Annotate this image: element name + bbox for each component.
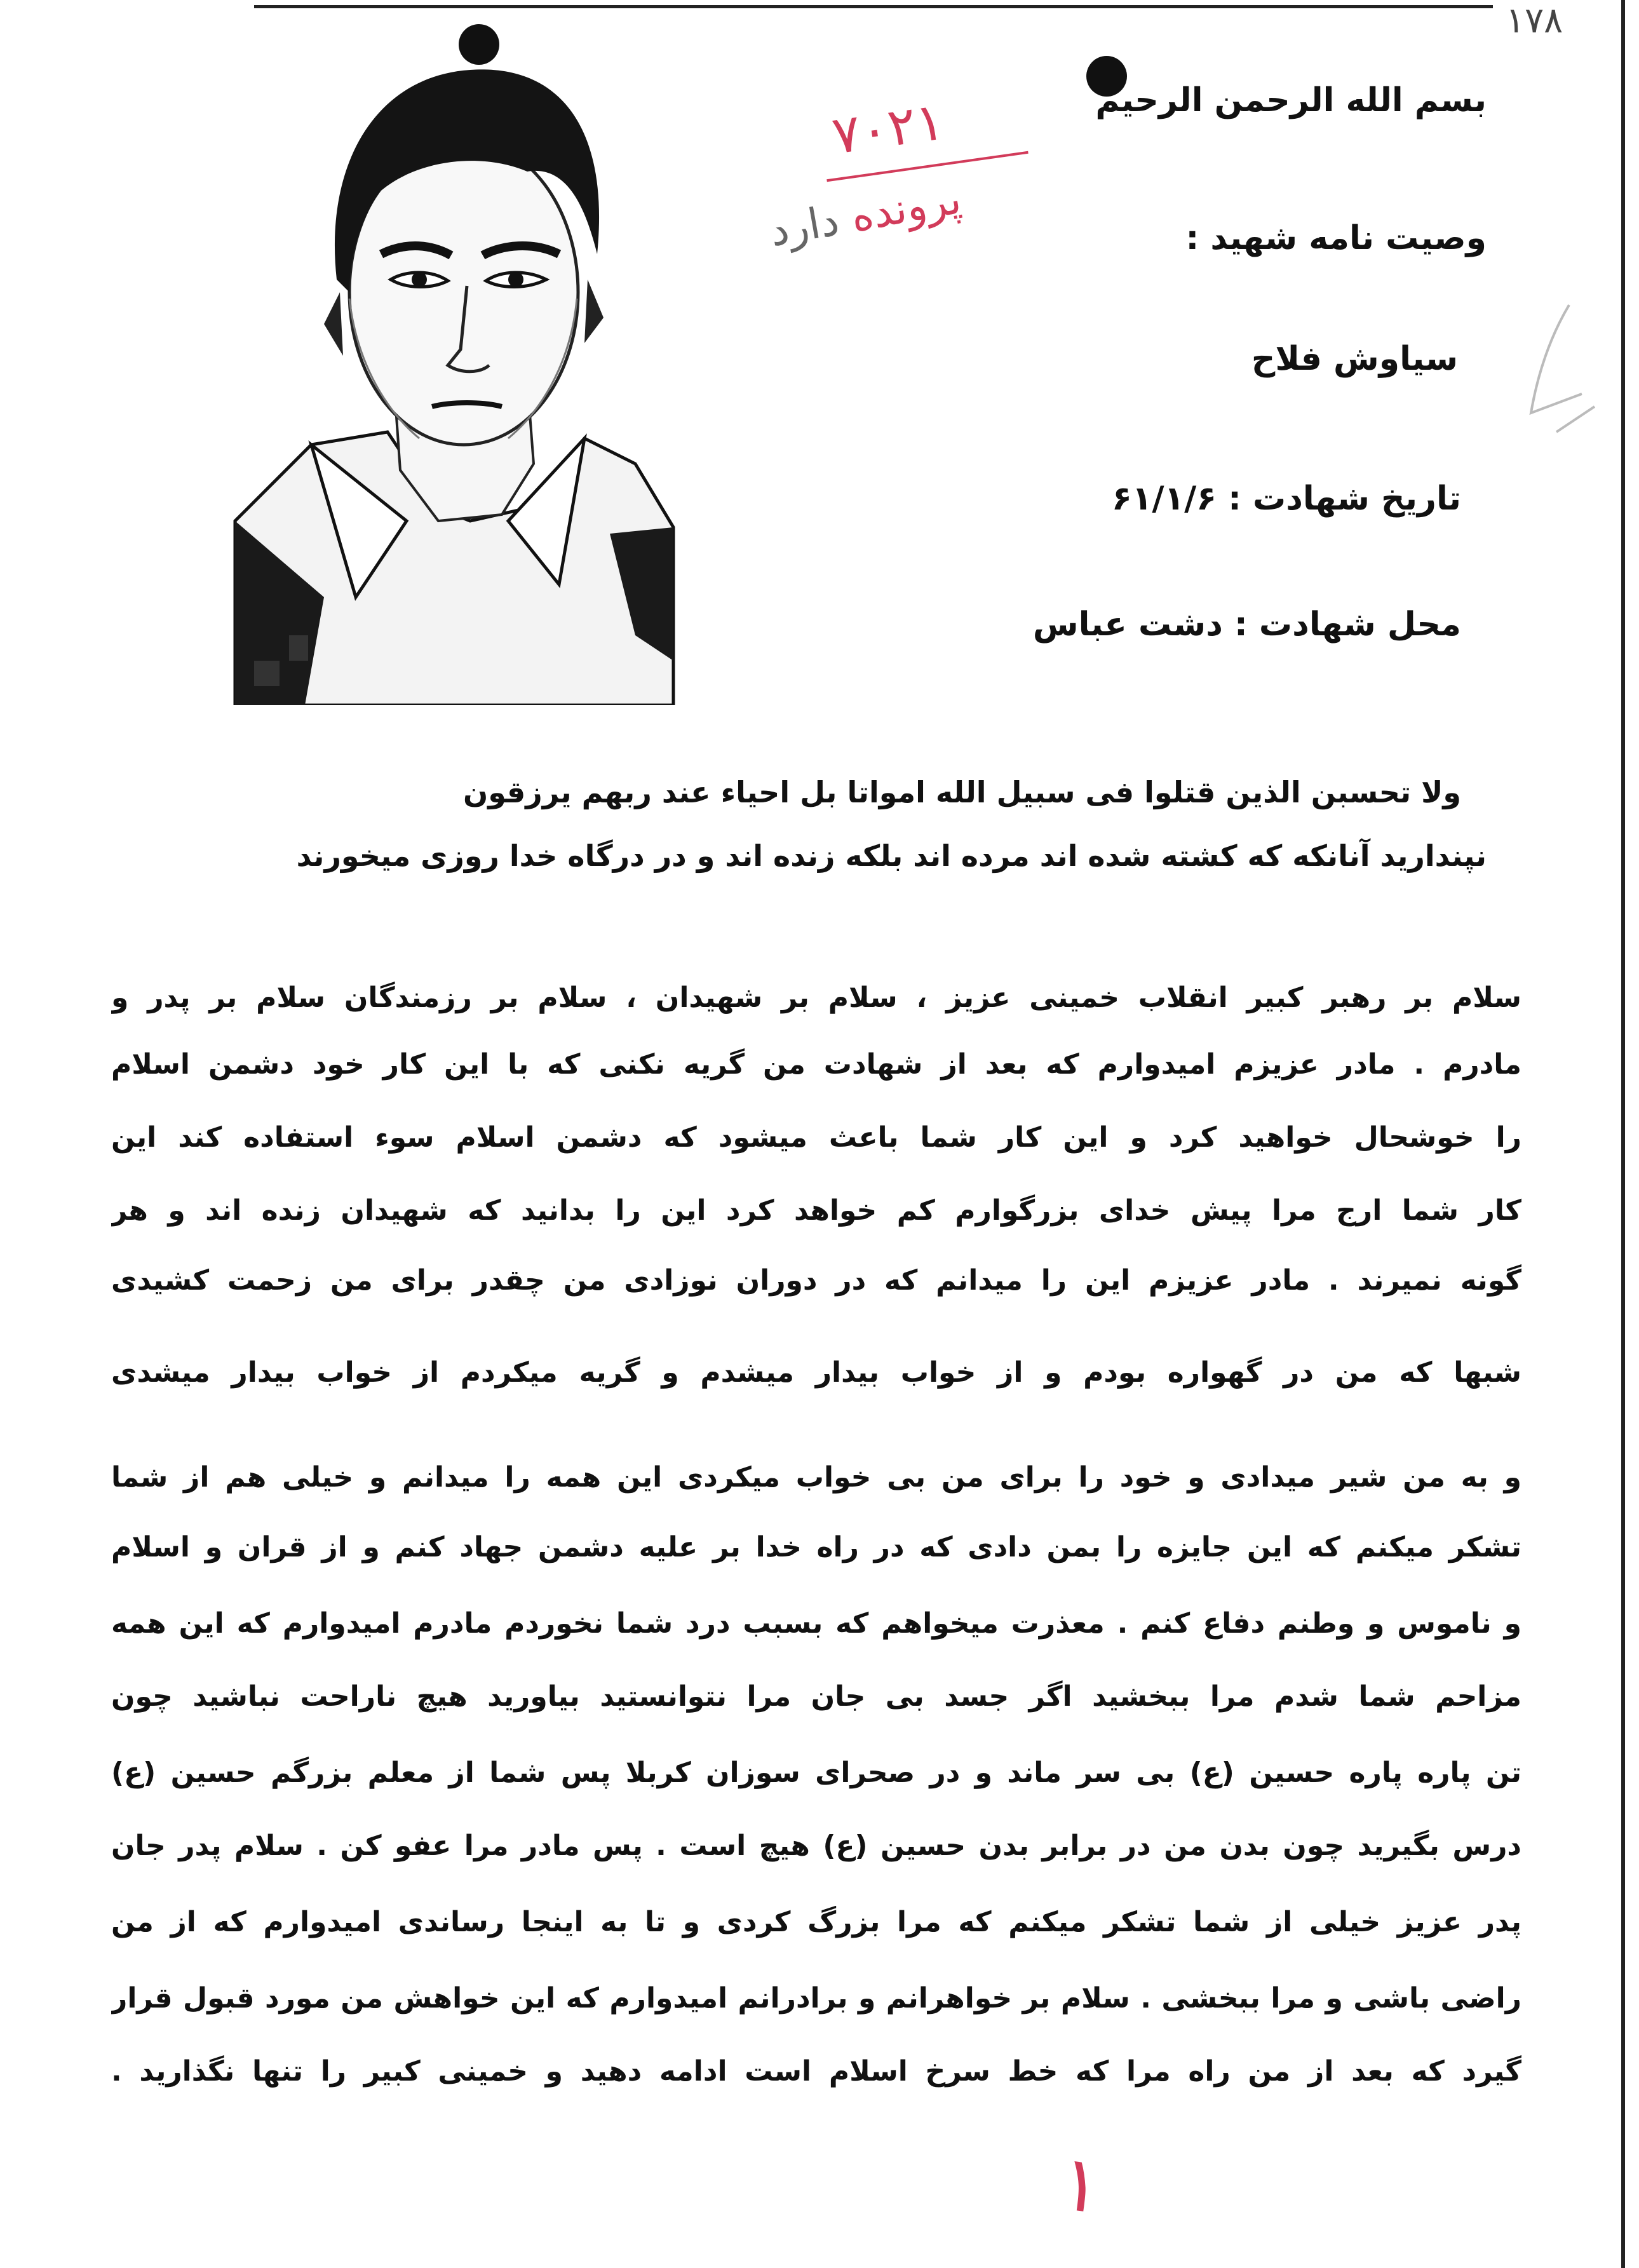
martyrdom-place: محل شهادت : دشت عباس (1032, 605, 1461, 644)
will-body-line: و به من شیر میدادی و خود را برای من بی خواب میکردی این همه را میدانم و خیلی هم از شما (111, 1461, 1521, 1494)
will-body-line: شبها که من در گهواره بودم و از خواب بیدار میشدم و گریه میکردم از خواب بیدار میشدی (111, 1356, 1521, 1389)
will-body-line: تن پاره پاره حسین (ع) بی سر ماند و در صحرای سوزان کربلا پس شما از معلم بزرگم حسین (ع) (111, 1757, 1521, 1789)
handwritten-page-number: ۱ (1055, 2138, 1108, 2232)
will-body-line: گونه نمیرند . مادر عزیزم این را میدانم که در دوران نوزادی من چقدر برای من زحمت کشیدی (111, 1264, 1521, 1297)
will-body-line: مادرم . مادر عزیزم امیدوارم که بعد از شهادت من گریه نکنی که با این کار خود دشمن اسلام (111, 1048, 1521, 1081)
quran-verse-translation: نپندارید آنانکه که کشته شده اند مرده اند بلکه زنده اند و در درگاه خدا روزی میخورند (296, 839, 1487, 873)
quran-verse-arabic: ولا تحسبن الذین قتلوا فی سبیل الله امواتا بل احیاء عند ربهم یرزقون (463, 775, 1461, 809)
scan-edge-top (254, 5, 1493, 8)
will-body-line: راضی باشی و مرا ببخشی . سلام بر خواهرانم و برادرانم امیدوارم که این خواهش من مورد قبول قرار (111, 1982, 1521, 2015)
will-body-line: گیرد که بعد از من راه مرا که خط سرخ اسلام است ادامه دهید و خمینی کبیر را تنها نگذارید . (111, 2055, 1521, 2088)
will-body-line: تشکر میکنم که این جایزه را بمن دادی که در راه خدا بر علیه دشمن جهاد کنم و از قران و اسلام (111, 1531, 1521, 1563)
martyr-name: سیاوش فلاح (1251, 340, 1458, 378)
will-body-line: را خوشحال خواهید کرد و این کار شما باعث میشود که دشمن اسلام سوء استفاده کند این (111, 1121, 1521, 1154)
scan-edge-right (1621, 0, 1625, 2268)
martyr-portrait (229, 25, 686, 705)
will-title: وصیت نامه شهید : (1185, 219, 1487, 257)
will-body-line: کار شما ارج مرا پیش خدای بزرگوارم کم خواهد کرد این را بدانید که شهیدان زنده اند و هر (111, 1194, 1521, 1227)
margin-tick-mark (1512, 299, 1601, 445)
bismillah-line: بسم الله الرحمن الرحیم (1095, 81, 1487, 119)
corner-page-mark: ۱۷۸ (1506, 0, 1563, 41)
will-body-line: سلام بر رهبر کبیر انقلاب خمینی عزیز ، سلام بر شهیدان ، سلام بر رزمندگان سلام بر پدر و (111, 982, 1521, 1014)
will-body-line: مزاحم شما شدم مرا ببخشید اگر جسد بی جان مرا نتوانستید بیاورید هیچ ناراحت نباشید چون (111, 1680, 1521, 1713)
file-note-prefix: پرونده (847, 174, 965, 242)
will-body-line: و ناموس و وطنم دفاع کنم . معذرت میخواهم که بسبب درد شما نخوردم مادرم امیدوارم که این همه (111, 1607, 1521, 1640)
martyrdom-date: تاریخ شهادت : ۶۱/۱/۶ (1112, 480, 1461, 518)
file-note-annotation (766, 174, 965, 256)
archive-number-annotation: ۷۰۲۱ (828, 91, 948, 166)
file-note-suffix: دارد (766, 196, 843, 256)
will-body-line: درس بگیرید چون بدن من در برابر بدن حسین (ع) هیچ است . پس مادر مرا عفو کن . سلام پدر جان (111, 1830, 1521, 1862)
will-body-line: پدر عزیز خیلی از شما تشکر میکنم که مرا بزرگ کردی و تا به اینجا رساندی امیدوارم که از من (111, 1906, 1521, 1938)
